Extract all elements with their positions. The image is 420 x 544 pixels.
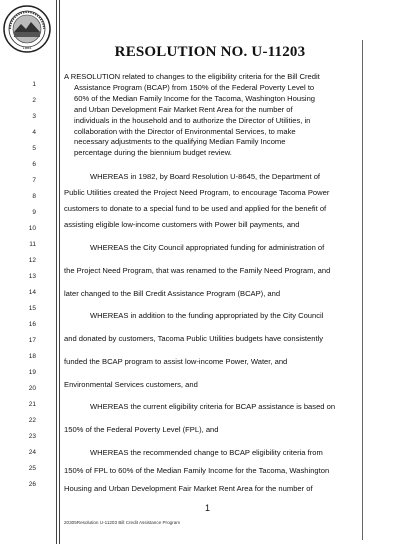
line-number: 5 [32,145,36,152]
page-number: 1 [205,503,211,513]
line-number: 18 [28,353,36,360]
body-text-line: customers to donate to a special fund to be used and applied for the benefit of [64,204,327,213]
line-number: 16 [28,321,36,328]
resolution-title: RESOLUTION NO. U-11203 [114,44,306,60]
line-number: 24 [28,449,36,456]
line-number: 15 [28,305,36,312]
line-number: 12 [28,257,36,264]
document-footer: 20305Resolution U-11203 Bill Credit Assistance Program [64,520,181,525]
abstract-line: necessary adjustments to the qualifying Median Family Income [74,137,286,147]
line-number: 3 [32,113,36,120]
body-text-line: the Project Need Program, that was renamed to the Family Need Program, and [64,266,331,275]
line-number: 10 [28,225,36,232]
line-number: 8 [32,193,36,200]
line-number: 23 [28,433,36,440]
line-number: 21 [28,401,36,408]
line-number: 17 [28,337,36,344]
line-number: 1 [32,81,36,88]
abstract-line: Assistance Program (BCAP) from 150% of the Federal Poverty Level to [74,82,315,92]
body-text-line: 150% of FPL to 60% of the Median Family Income for the Tacoma, Washington [64,466,330,475]
body-text-line: assisting eligible low-income customers with Power bill payments, and [64,220,300,229]
line-number-column [0,0,40,544]
body-text-line: and donated by customers, Tacoma Public Utilities budgets have consistently [64,334,324,343]
svg-text:1884: 1884 [22,45,32,50]
resolution-abstract [64,72,360,159]
left-margin-rule-inner [59,0,60,544]
body-text-line: Public Utilities created the Project Need Program, to encourage Tacoma Power [64,188,330,197]
body-text-line: WHEREAS the recommended change to BCAP eligibility criteria from [90,448,323,457]
right-margin-rule [362,40,363,540]
line-number: 19 [28,369,36,376]
line-number: 13 [28,273,36,280]
body-text-line: WHEREAS the City Council appropriated funding for administration of [90,243,325,252]
line-number: 6 [32,161,36,168]
line-number: 4 [32,129,36,136]
line-number: 26 [28,481,36,488]
abstract-line: and Urban Development Fair Market Rent Area for the number of [74,104,293,114]
body-text-line: Environmental Services customers, and [64,380,198,389]
body-text-line: WHEREAS in 1982, by Board Resolution U-8645, the Department of [90,172,321,181]
left-margin-rule [56,0,57,544]
abstract-line: individuals in the household and to authorize the Director of Utilities, in [74,115,311,125]
line-number: 25 [28,465,36,472]
abstract-line: collaboration with the Director of Environmental Services, to make [74,126,296,136]
line-number: 20 [28,385,36,392]
line-number: 7 [32,177,36,184]
body-text-line: later changed to the Bill Credit Assistance Program (BCAP), and [64,289,281,298]
line-number: 11 [29,241,36,248]
body-text-line: WHEREAS in addition to the funding appropriated by the City Council [90,311,324,320]
line-number: 14 [28,289,36,296]
body-text-line: funded the BCAP program to assist low-income Power, Water, and [64,357,288,366]
body-text-line: 150% of the Federal Poverty Level (FPL), and [64,425,219,434]
body-text-line: Housing and Urban Development Fair Market Rent Area for the number of [64,484,313,493]
abstract-line: percentage during the biennium budget review. [74,148,232,158]
body-text-line: WHEREAS the current eligibility criteria for BCAP assistance is based on [90,402,336,411]
line-number: 2 [32,97,36,104]
abstract-line: A RESOLUTION related to changes to the eligibility criteria for the Bill Credit [64,72,320,81]
abstract-line: 60% of the Median Family Income for the Tacoma, Washington Housing [74,93,316,103]
line-number: 9 [32,209,36,216]
line-number: 22 [28,417,36,424]
